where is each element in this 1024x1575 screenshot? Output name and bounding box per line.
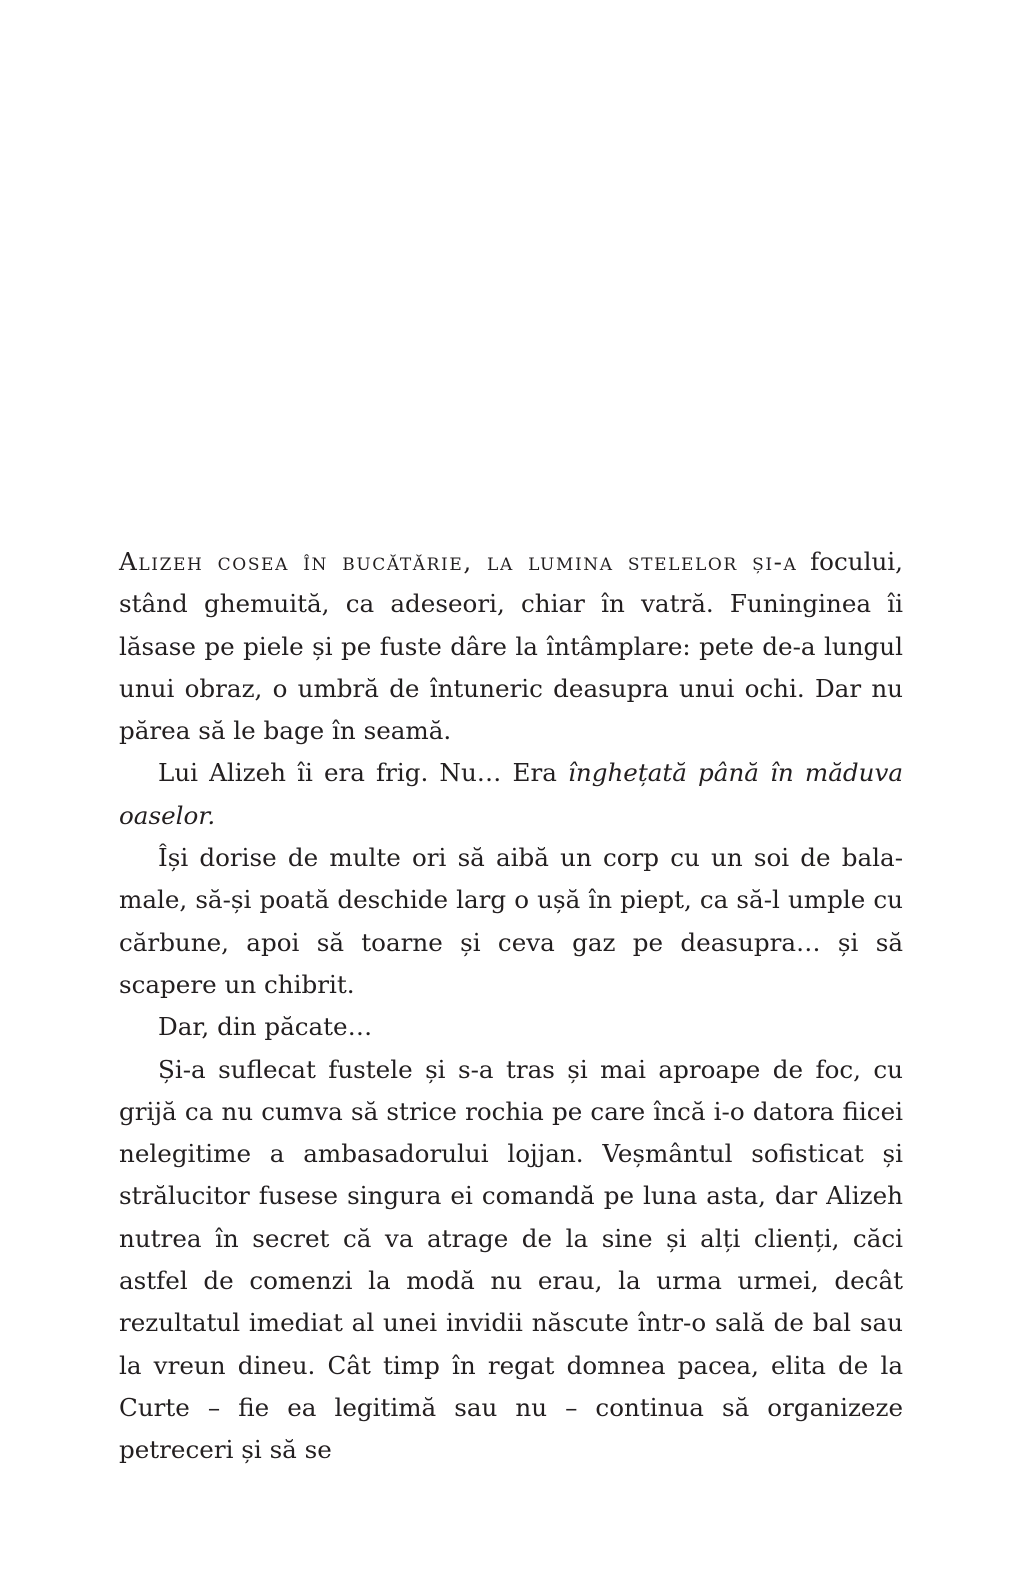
paragraph-2-text: Lui Alizeh îi era frig. Nu… Era xyxy=(158,758,568,788)
paragraph-2-italic: înghețată până în măduva oaselor. xyxy=(119,758,904,830)
chapter-opening-smallcaps: Alizeh cosea în bucătărie, la lumina stelelor și-a xyxy=(119,547,798,576)
paragraph-5 xyxy=(119,1049,903,1472)
paragraph-1-text: focului, stând ghemuită, ca adeseori, chiar în vatră. Funinginea îi lăsase pe piele și pe fuste dâre la întâmplare: pete de-a lungul unui obraz, o umbră de întuneric deasupra unui ochi. Dar nu părea să le bage în seamă. xyxy=(119,547,903,746)
body-text xyxy=(119,541,903,1472)
paragraph-4-text: Dar, din păcate… xyxy=(158,1012,373,1042)
paragraph-2 xyxy=(119,752,903,837)
paragraph-5-text: Și-a suflecat fustele și s-a tras și mai aproape de foc, cu grijă ca nu cumva să strice rochia pe care încă i-o datora fiicei nelegitime a ambasadorului lojjan. Veșmântul sofisticat și strălucitor fusese singura ei comandă pe luna asta, dar Alizeh nutrea în secret că va atrage de la sine și alți clienți, căci astfel de comenzi la modă nu erau, la urma urmei, decât rezultatul imediat al unei invidii născute într-o sală de bal sau la vreun dineu. Cât timp în regat domnea pacea, elita de la Curte – fie ea legitimă sau nu – continua să organizeze petreceri și să se xyxy=(119,1054,903,1465)
paragraph-1 xyxy=(119,541,903,752)
paragraph-3-text: Își dorise de multe ori să aibă un corp cu un soi de balamale, să-și poată deschide larg o ușă în piept, ca să-l umple cu cărbune, apoi să toarne și ceva gaz pe deasupra… și să scapere un chibrit. xyxy=(119,843,903,999)
paragraph-3 xyxy=(119,837,903,1006)
paragraph-4 xyxy=(119,1006,903,1048)
